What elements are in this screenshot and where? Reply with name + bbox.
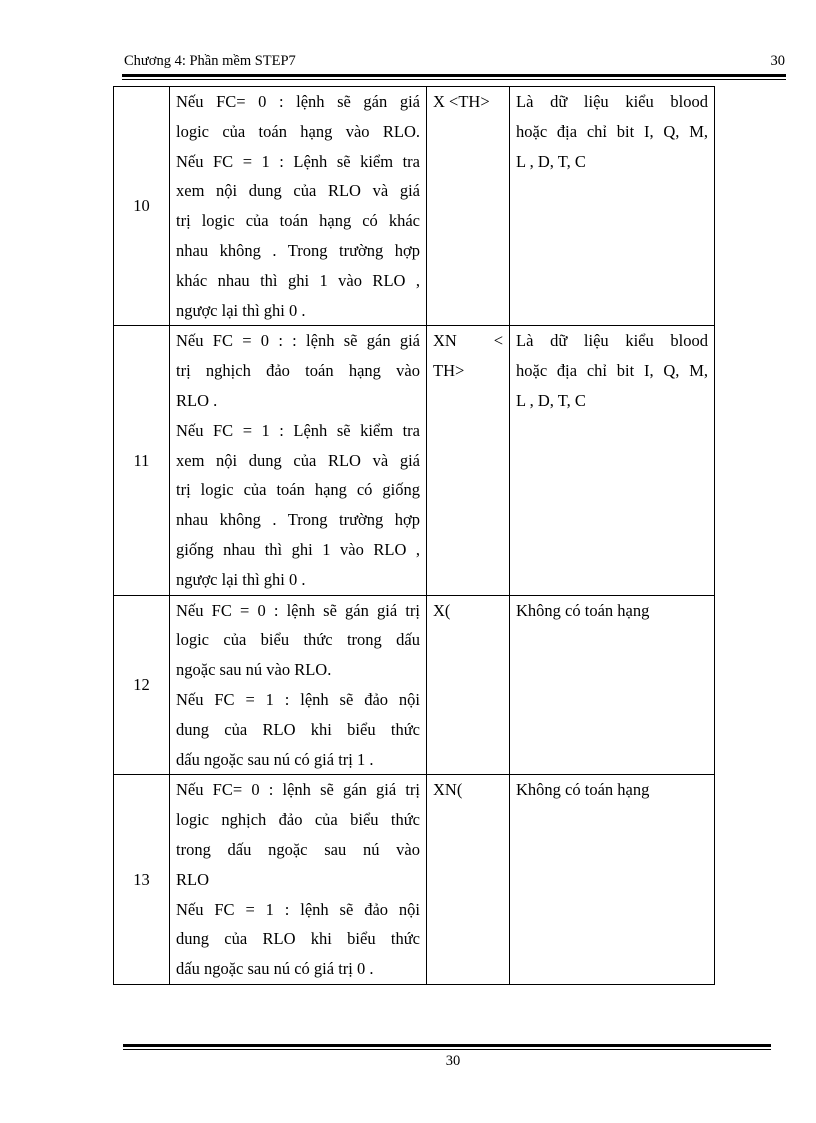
row-number: 13 bbox=[114, 775, 170, 985]
header-rule-thin bbox=[122, 79, 786, 80]
desc-line: RLO . bbox=[176, 390, 218, 410]
table-row bbox=[114, 87, 715, 326]
desc-line: ngược lại thì ghi 0 . bbox=[176, 300, 306, 320]
row-number: 11 bbox=[114, 326, 170, 595]
instruction-text: < bbox=[493, 331, 503, 351]
desc-line: trị nghịch đảo toán hạng vào bbox=[176, 361, 420, 381]
row-description bbox=[170, 595, 427, 775]
desc-line: Nếu FC = 1 : Lệnh sẽ kiểm tra bbox=[176, 151, 420, 171]
row-instruction bbox=[427, 87, 510, 326]
desc-line: logic của toán hạng vào RLO. bbox=[176, 121, 420, 141]
operand-line: L , D, T, C bbox=[516, 390, 586, 410]
instruction-table bbox=[113, 86, 715, 985]
header-page-number: 30 bbox=[770, 53, 785, 69]
desc-line: Nếu FC = 0 : : lệnh sẽ gán giá bbox=[176, 331, 420, 351]
desc-line: xem nội dung của RLO và giá bbox=[176, 181, 420, 201]
desc-line: dấu ngoặc sau nú có giá trị 0 . bbox=[176, 959, 374, 979]
chapter-title: Chương 4: Phần mềm STEP7 bbox=[124, 53, 296, 69]
row-operand bbox=[510, 87, 715, 326]
desc-line: ngoặc sau nú vào RLO. bbox=[176, 660, 332, 680]
header-rule bbox=[122, 74, 786, 77]
desc-line: RLO bbox=[176, 869, 209, 889]
desc-line: trị logic của toán hạng có khác bbox=[176, 211, 420, 231]
instruction-text: TH> bbox=[433, 361, 465, 381]
desc-line: khác nhau thì ghi 1 vào RLO , bbox=[176, 270, 420, 290]
table-row bbox=[114, 326, 715, 595]
footer-page-number: 30 bbox=[445, 1053, 461, 1069]
desc-line: Nếu FC= 0 : lệnh sẽ gán giá bbox=[176, 92, 420, 111]
operand-line: L , D, T, C bbox=[516, 151, 586, 171]
desc-line: dung của RLO khi biểu thức bbox=[176, 719, 420, 739]
desc-line: nhau không . Trong trường hợp bbox=[176, 240, 420, 260]
desc-line: trong dấu ngoặc sau nú vào bbox=[176, 839, 420, 859]
page-header bbox=[124, 53, 785, 73]
instruction-text: XN( bbox=[433, 780, 463, 800]
desc-line: logic của biểu thức trong dấu bbox=[176, 630, 420, 650]
footer-rule bbox=[123, 1044, 771, 1047]
desc-line: giống nhau thì ghi 1 vào RLO , bbox=[176, 539, 420, 559]
operand-line: hoặc địa chỉ bit I, Q, M, bbox=[516, 121, 708, 141]
desc-line: ngược lại thì ghi 0 . bbox=[176, 569, 306, 589]
operand-line: Là dữ liệu kiểu blood bbox=[516, 92, 708, 111]
instruction-line bbox=[433, 326, 503, 356]
instruction-text: XN bbox=[433, 331, 457, 351]
desc-line: xem nội dung của RLO và giá bbox=[176, 450, 420, 470]
desc-line: Nếu FC = 1 : Lệnh sẽ kiểm tra bbox=[176, 420, 420, 440]
row-instruction bbox=[427, 326, 510, 595]
desc-line: nhau không . Trong trường hợp bbox=[176, 510, 420, 530]
operand-line: Là dữ liệu kiểu blood bbox=[516, 331, 708, 351]
row-operand bbox=[510, 775, 715, 985]
table-row bbox=[114, 595, 715, 775]
row-description bbox=[170, 326, 427, 595]
row-operand bbox=[510, 326, 715, 595]
operand-line: Không có toán hạng bbox=[516, 600, 650, 620]
instruction-text: X <TH> bbox=[433, 92, 490, 111]
operand-line: Không có toán hạng bbox=[516, 780, 650, 800]
row-instruction bbox=[427, 775, 510, 985]
desc-line: Nếu FC= 0 : lệnh sẽ gán giá trị bbox=[176, 780, 420, 800]
desc-line: dung của RLO khi biểu thức bbox=[176, 929, 420, 949]
row-description bbox=[170, 775, 427, 985]
row-instruction bbox=[427, 595, 510, 775]
desc-line: Nếu FC = 0 : lệnh sẽ gán giá trị bbox=[176, 600, 420, 620]
footer-rule-thin bbox=[123, 1049, 771, 1050]
desc-line: Nếu FC = 1 : lệnh sẽ đảo nội bbox=[176, 899, 420, 919]
operand-line: hoặc địa chỉ bit I, Q, M, bbox=[516, 361, 708, 381]
row-operand bbox=[510, 595, 715, 775]
desc-line: logic nghịch đảo của biểu thức bbox=[176, 810, 420, 830]
row-number: 12 bbox=[114, 595, 170, 775]
table-row bbox=[114, 775, 715, 985]
row-number: 10 bbox=[114, 87, 170, 326]
row-description bbox=[170, 87, 427, 326]
desc-line: trị logic của toán hạng có giống bbox=[176, 480, 420, 500]
desc-line: dấu ngoặc sau nú có giá trị 1 . bbox=[176, 749, 374, 769]
desc-line: Nếu FC = 1 : lệnh sẽ đảo nội bbox=[176, 689, 420, 709]
instruction-text: X( bbox=[433, 600, 451, 620]
